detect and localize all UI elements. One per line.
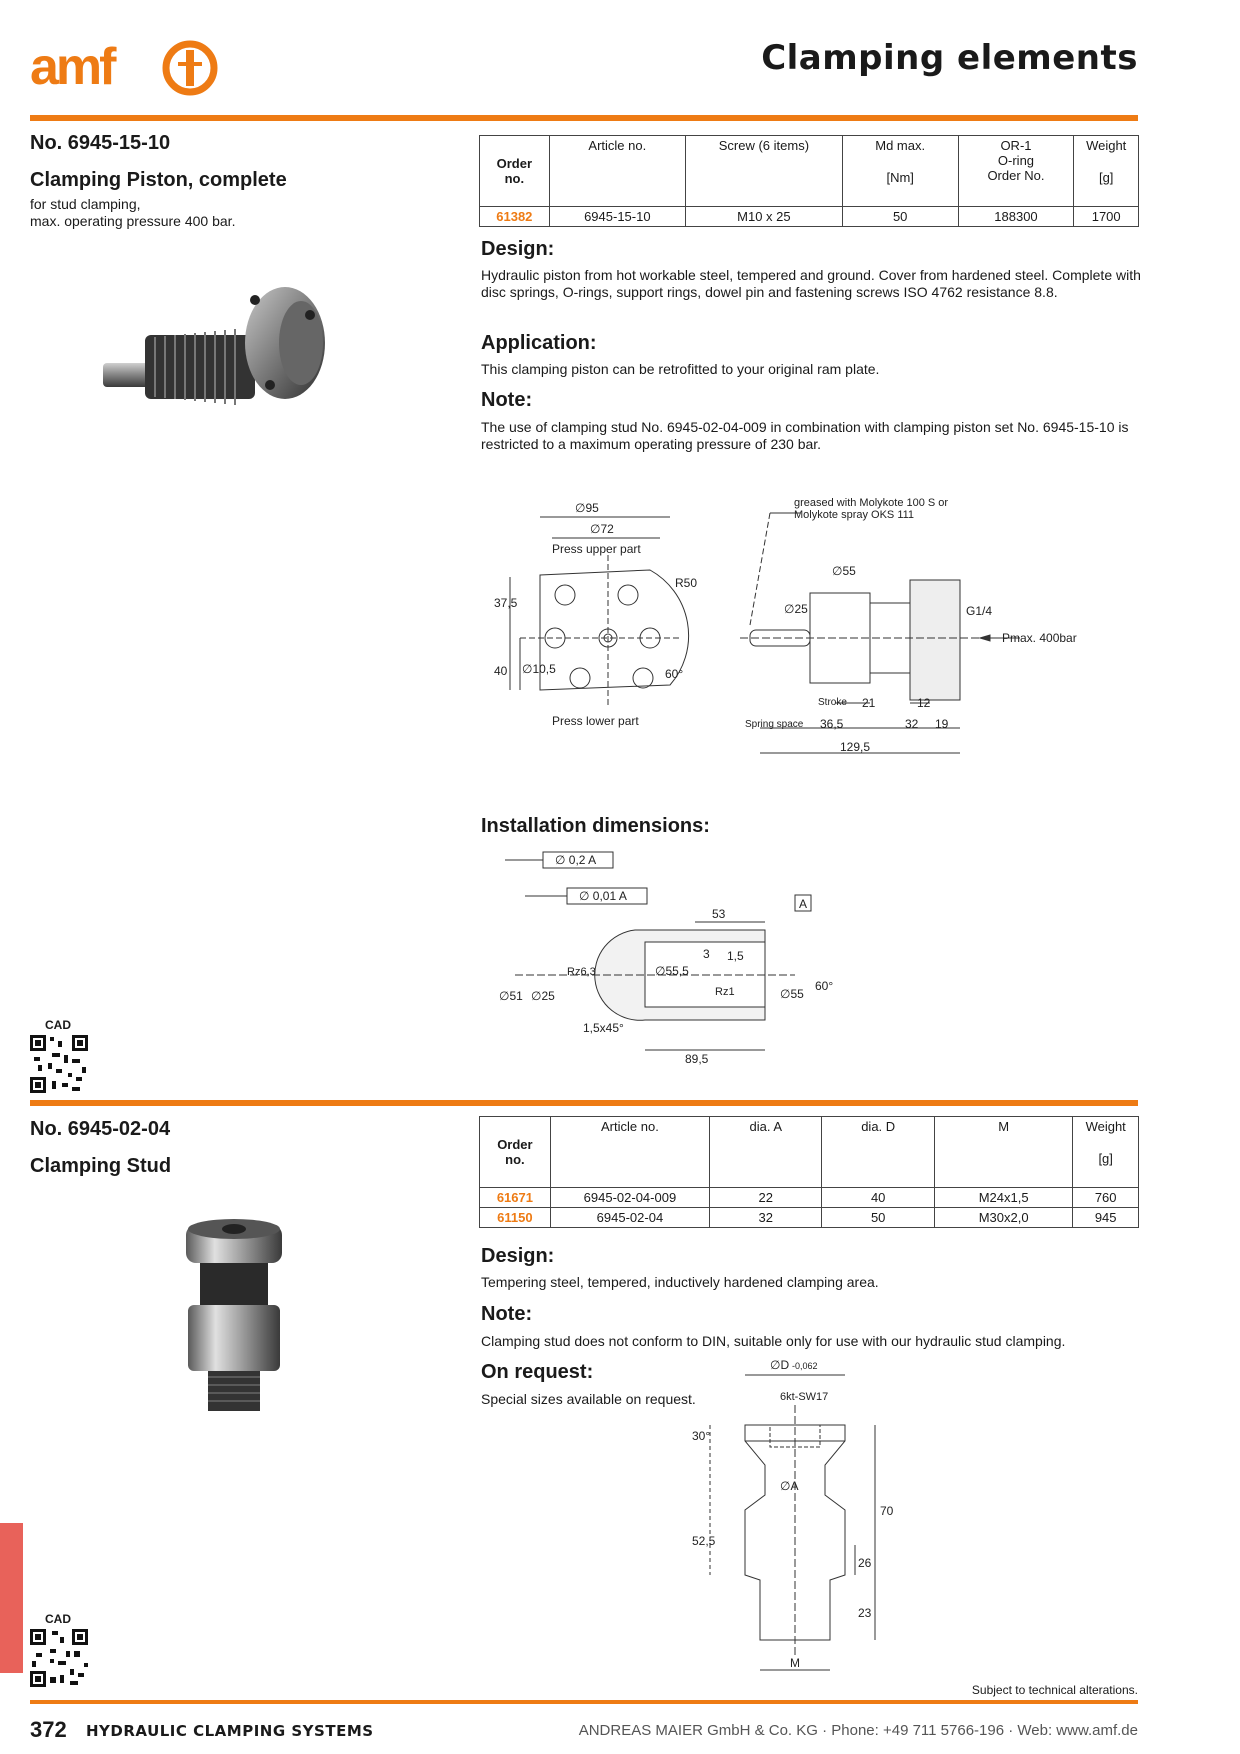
greased-note: Molykote spray OKS 111 (794, 509, 915, 521)
request-text: Special sizes available on request. (481, 1391, 696, 1407)
table-header-row (480, 136, 1139, 207)
dim-r50: R50 (675, 576, 698, 590)
table-cell: 40 (822, 1188, 934, 1208)
table-cell: 188300 (958, 207, 1074, 227)
description-line: max. operating pressure 400 bar. (30, 213, 236, 229)
weight-label: Weight (1086, 138, 1127, 153)
col-md-max (842, 136, 958, 207)
hex-socket-label: 6kt-SW17 (780, 1391, 829, 1403)
dim-129-5: 129,5 (840, 740, 871, 754)
pmax-label: Pmax. 400bar (1002, 631, 1077, 645)
order-number-link[interactable]: 61671 (480, 1188, 551, 1208)
tolerance-frame-2: ∅ 0,01 A (579, 889, 627, 903)
dim-stroke: 21 (862, 696, 876, 710)
product-number: No. 6945-02-04 (30, 1118, 171, 1140)
request-heading: On request: (481, 1361, 594, 1383)
table-cell: 50 (822, 1208, 934, 1228)
dim-12: 12 (917, 696, 931, 710)
table-cell: 1700 (1074, 207, 1139, 227)
table-header-row (480, 1117, 1139, 1188)
design-heading: Design: (481, 238, 555, 260)
oring-label: OR-1 (1000, 138, 1032, 153)
svg-text:amf: amf (30, 38, 114, 96)
dim-89-5: 89,5 (685, 1052, 709, 1066)
page-number: 372 (30, 1717, 67, 1742)
dim-23: 23 (858, 1606, 872, 1620)
oring-label: Order No. (987, 168, 1045, 183)
cad-qr-code[interactable] (28, 1627, 90, 1689)
note-heading: Note: (481, 1303, 533, 1325)
col-dia-a: dia. A (710, 1117, 822, 1188)
dim-dia-d: ∅D (770, 1358, 790, 1372)
note-heading: Note: (481, 389, 533, 411)
dim-d72: ∅72 (590, 522, 614, 536)
col-m: M (934, 1117, 1072, 1188)
dim-60deg: 60° (665, 667, 684, 681)
dim-60deg-b: 60° (815, 979, 834, 993)
col-screw: Screw (6 items) (685, 136, 842, 207)
design-heading: Design: (481, 1245, 555, 1267)
table-cell: 50 (842, 207, 958, 227)
col-article-no: Article no. (549, 136, 685, 207)
col-weight (1074, 136, 1139, 207)
cad-label: CAD (45, 1018, 71, 1032)
dim-53: 53 (712, 907, 726, 921)
table-cell: 22 (710, 1188, 822, 1208)
clamping-piston-photo (95, 285, 335, 415)
dim-chamfer: 1,5x45° (583, 1021, 624, 1035)
installation-heading: Installation dimensions: (481, 815, 710, 837)
amf-logo (30, 38, 220, 98)
table-cell: 6945-02-04 (550, 1208, 709, 1228)
col-article-no: Article no. (550, 1117, 709, 1188)
md-label: Md max. (875, 138, 926, 153)
dim-d95: ∅95 (575, 501, 599, 515)
col-order-no: Order no. (480, 1117, 551, 1188)
stroke-label: Stroke (818, 697, 847, 708)
amf-logo-graphic (30, 38, 220, 98)
table-cell: M10 x 25 (685, 207, 842, 227)
dim-m: M (790, 1656, 800, 1670)
piston-spec-table (479, 135, 1139, 227)
dim-1-5: 1,5 (727, 949, 744, 963)
table-cell: 6945-02-04-009 (550, 1188, 709, 1208)
table-cell: 6945-15-10 (549, 207, 685, 227)
note-text: Clamping stud does not conform to DIN, suitable only for use with our hydraulic stud clamping. (481, 1333, 1066, 1349)
dim-d51: ∅51 (499, 989, 523, 1003)
table-cell: 760 (1073, 1188, 1139, 1208)
oring-label: O-ring (997, 153, 1035, 168)
dim-d25b: ∅25 (531, 989, 555, 1003)
application-heading: Application: (481, 332, 597, 354)
datum-a: A (799, 897, 808, 911)
dim-d55-5: ∅55,5 (655, 964, 689, 978)
table-cell: M24x1,5 (934, 1188, 1072, 1208)
press-lower-label: Press lower part (552, 714, 639, 728)
description-line: for stud clamping, (30, 196, 141, 212)
note-text: The use of clamping stud No. 6945-02-04-009 in combination with clamping piston set No. 6945-15-10 is restricted to a maximum operating pressure of 230 bar. (481, 419, 1129, 452)
dim-d25: ∅25 (784, 602, 808, 616)
weight-unit: [g] (1098, 170, 1114, 185)
dim-3: 3 (703, 947, 710, 961)
col-dia-d: dia. D (822, 1117, 934, 1188)
design-text: Hydraulic piston from hot workable steel, tempered and ground. Cover from hardened steel. Complete with disc springs, O-rings, support rings, dowel pin and fastening screws ISO 4762 resistance 8.8. (481, 267, 1141, 300)
header-rule (30, 115, 1138, 121)
greased-note: greased with Molykote 100 S or (794, 497, 949, 509)
page-title: Clamping elements (761, 38, 1138, 78)
table-row (480, 207, 1139, 227)
table-cell: 32 (710, 1208, 822, 1228)
weight-label: Weight (1085, 1119, 1126, 1134)
col-weight (1073, 1117, 1139, 1188)
dim-70: 70 (880, 1504, 894, 1518)
footer-rule (30, 1700, 1138, 1704)
subject-note: Subject to technical alterations. (971, 1683, 1138, 1697)
stud-spec-table (479, 1116, 1139, 1228)
col-oring (958, 136, 1074, 207)
roughness-rz63: Rz6,3 (567, 966, 596, 978)
table-cell: M30x2,0 (934, 1208, 1072, 1228)
order-number-link[interactable]: 61382 (480, 207, 550, 227)
dim-52-5: 52,5 (692, 1534, 716, 1548)
dim-30deg: 30° (692, 1429, 711, 1443)
installation-drawing (495, 850, 855, 1070)
product-description (30, 196, 235, 230)
dim-spring: 36,5 (820, 717, 844, 731)
dim-40: 40 (494, 664, 508, 678)
section-tab (0, 1523, 23, 1673)
dim-dia-d-tolerance: -0,062 (792, 1361, 818, 1371)
dim-26: 26 (858, 1556, 872, 1570)
dim-dia-a: ∅A (780, 1479, 799, 1493)
dim-d55: ∅55 (832, 564, 856, 578)
footer-company: ANDREAS MAIER GmbH & Co. KG · Phone: +49 711 5766-196 · Web: www.amf.de (578, 1722, 1138, 1739)
design-text: Tempering steel, tempered, inductively hardened clamping area. (481, 1274, 879, 1290)
dim-d55b: ∅55 (780, 987, 804, 1001)
table-row (480, 1188, 1139, 1208)
cad-qr-code[interactable] (28, 1033, 90, 1095)
weight-unit: [g] (1098, 1151, 1113, 1166)
clamping-stud-photo (180, 1215, 290, 1415)
tolerance-frame-1: ∅ 0,2 A (555, 853, 597, 867)
dim-32: 32 (905, 717, 919, 731)
piston-technical-drawing (480, 495, 1120, 765)
press-upper-label: Press upper part (552, 542, 641, 556)
col-order-no: Order no. (480, 136, 550, 207)
table-row (480, 1208, 1139, 1228)
spring-space-label: Spring space (745, 719, 804, 730)
product-number: No. 6945-15-10 (30, 132, 171, 154)
section-rule (30, 1100, 1138, 1106)
stud-technical-drawing (690, 1355, 930, 1685)
product-name: Clamping Piston, complete (30, 169, 287, 191)
application-text: This clamping piston can be retrofitted to your original ram plate. (481, 361, 880, 377)
footer-section: HYDRAULIC CLAMPING SYSTEMS (86, 1722, 374, 1740)
cad-label: CAD (45, 1612, 71, 1626)
product-name: Clamping Stud (30, 1155, 172, 1177)
thread-g14: G1/4 (966, 604, 993, 618)
dim-d10-5: ∅10,5 (522, 662, 556, 676)
order-number-link[interactable]: 61150 (480, 1208, 551, 1228)
table-cell: 945 (1073, 1208, 1139, 1228)
dim-37-5: 37,5 (494, 596, 518, 610)
dim-19: 19 (935, 717, 949, 731)
md-unit: [Nm] (886, 170, 914, 185)
roughness-rz1: Rz1 (715, 986, 735, 998)
